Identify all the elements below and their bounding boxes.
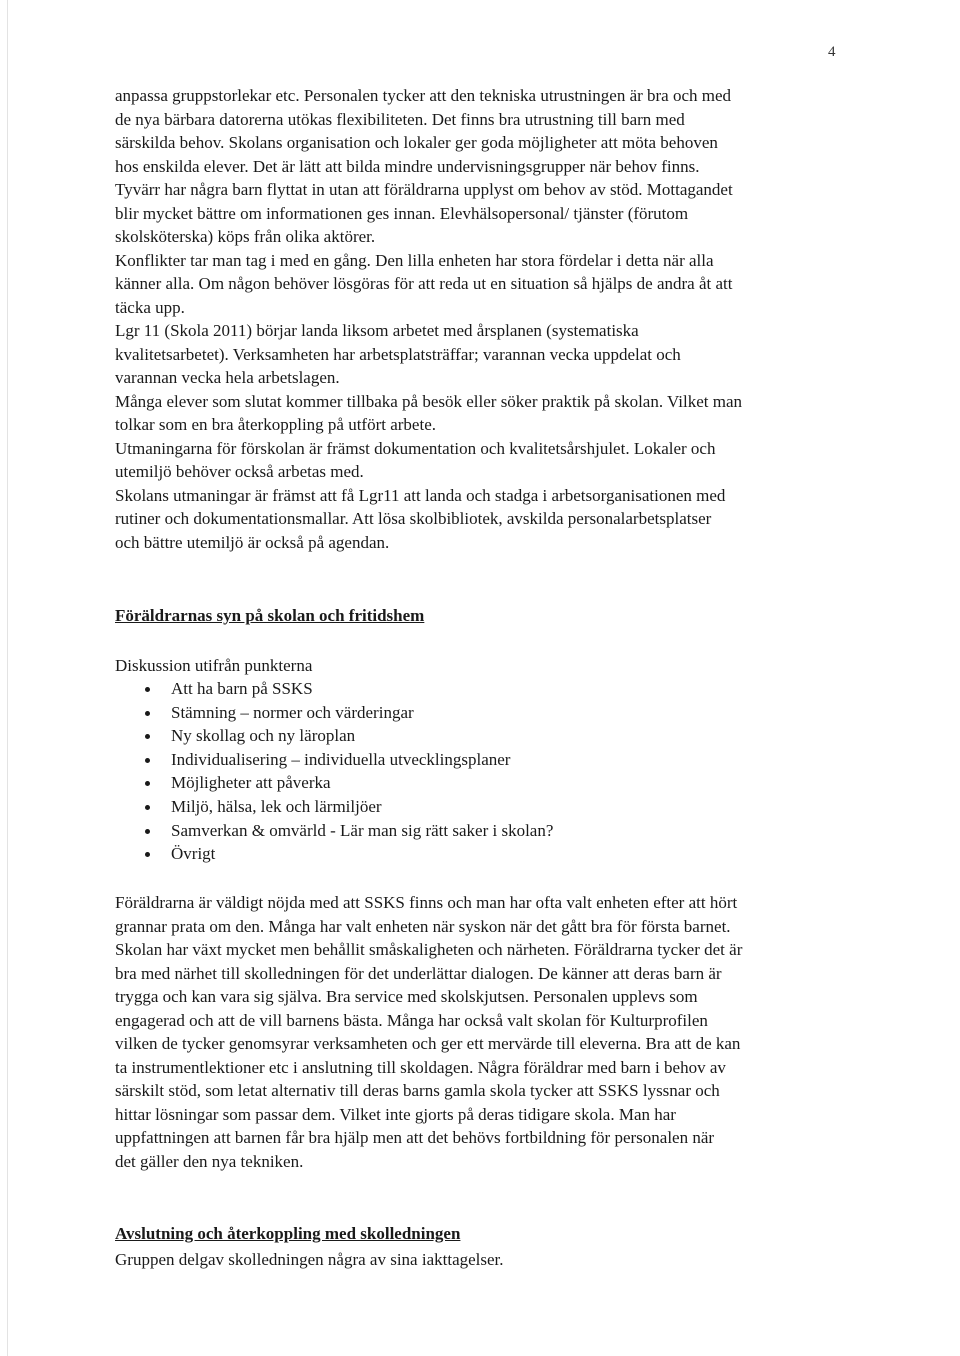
text-line: det gäller den nya tekniken. xyxy=(115,1151,304,1171)
list-item xyxy=(115,701,815,725)
text-line: de nya bärbara datorerna utökas flexibiliteten. Det finns bra utrustning till barn med xyxy=(115,109,685,129)
text-line: Lgr 11 (Skola 2011) börjar landa liksom arbetet med årsplanen (systematiska xyxy=(115,321,639,340)
text-line: Utmaningarna för förskolan är främst dokumentation och kvalitetsårshjulet. Lokaler och xyxy=(115,438,716,458)
text-line: grannar prata om den. Många har valt enheten när syskon när det gått bra för första barnet. xyxy=(115,916,731,936)
list-item-text: Övrigt xyxy=(171,844,216,864)
text-line: Föräldrarna är väldigt nöjda med att SSKS finns och man har ofta valt enheten efter att hört xyxy=(115,893,738,912)
list-item xyxy=(115,724,815,748)
scan-edge-line xyxy=(7,0,8,1356)
list-item-text: Möjligheter att påverka xyxy=(171,773,331,793)
text-line: täcka upp. xyxy=(115,297,185,317)
bullet-icon xyxy=(145,687,150,692)
section-heading-parents: Föräldrarnas syn på skolan och fritidshem xyxy=(115,606,425,625)
list-item-text: Ny skollag och ny läroplan xyxy=(171,726,356,746)
text-line: Skolans utmaningar är främst att få Lgr11 att landa och stadga i arbetsorganisationen med xyxy=(115,485,726,505)
text-line: tolkar som en bra återkoppling på utfört arbete. xyxy=(115,415,436,434)
list-item xyxy=(115,677,815,701)
text-line: uppfattningen att barnen får bra hjälp men att det behövs fortbildning för personalen när xyxy=(115,1128,715,1147)
section-heading-closing: Avslutning och återkoppling med skolledningen xyxy=(115,1224,461,1243)
text-line: varannan vecka hela arbetslagen. xyxy=(115,368,340,387)
bullet-icon xyxy=(145,829,150,834)
text-line: Tyvärr har några barn flyttat in utan att föräldrarna upplyst om behov av stöd. Mottagandet xyxy=(115,180,733,199)
closing-paragraph xyxy=(115,1248,855,1272)
bullet-icon xyxy=(145,781,150,786)
list-item-text: Samverkan & omvärld - Lär man sig rätt saker i skolan? xyxy=(171,820,554,840)
text-line: kvalitetsarbetet). Verksamheten har arbetsplatsträffar; varannan vecka uppdelat och xyxy=(115,344,681,364)
text-line: engagerad och att de vill barnens bästa. Många har också valt skolan för Kulturprofilen xyxy=(115,1010,708,1030)
list-item-text: Stämning – normer och värderingar xyxy=(171,702,414,722)
list-item-text: Att ha barn på SSKS xyxy=(171,679,313,698)
discussion-intro xyxy=(115,654,855,678)
text-line: bra med närhet till skolledningen för det underlättar dialogen. De känner att deras barn är xyxy=(115,963,722,983)
closing-text: Gruppen delgav skolledningen några av sina iakttagelser. xyxy=(115,1250,504,1269)
text-line: rutiner och dokumentationsmallar. Att lösa skolbibliotek, avskilda personalarbetsplatser xyxy=(115,509,712,528)
list-item xyxy=(115,748,815,772)
text-line: anpassa gruppstorlekar etc. Personalen tycker att den tekniska utrustningen är bra och med xyxy=(115,86,732,105)
bullet-icon xyxy=(145,711,150,716)
text-line: hos enskilda elever. Det är lätt att bilda mindre undervisningsgrupper när behov finns. xyxy=(115,156,700,176)
text-line: blir mycket bättre om informationen ges innan. Elevhälsopersonal/ tjänster (förutom xyxy=(115,203,689,223)
intro-paragraphs xyxy=(115,84,855,554)
bullet-icon xyxy=(145,852,150,857)
list-item xyxy=(115,795,815,819)
text-line: och bättre utemiljö är också på agendan. xyxy=(115,532,390,552)
text-line: hittar lösningar som passar dem. Vilket inte gjorts på deras tidigare skola. Man har xyxy=(115,1104,676,1124)
text-line: utemiljö behöver också arbetas med. xyxy=(115,462,364,481)
bullet-icon xyxy=(145,758,150,763)
page-number: 4 xyxy=(828,44,836,60)
text-line: trygga och kan vara sig själva. Bra service med skolskjutsen. Personalen upplevs som xyxy=(115,987,698,1006)
discussion-intro-text: Diskussion utifrån punkterna xyxy=(115,656,313,675)
text-line: ta instrumentlektioner etc i anslutning till skoldagen. Några föräldrar med barn i behov av xyxy=(115,1057,726,1077)
list-item xyxy=(115,842,815,866)
bullet-icon xyxy=(145,805,150,810)
text-line: skolsköterska) köps från olika aktörer. xyxy=(115,227,376,246)
text-line: särskilda behov. Skolans organisation och lokaler ger goda möjligheter att möta behoven xyxy=(115,133,718,152)
text-line: Skolan har växt mycket men behållit småskaligheten och närheten. Föräldrarna tycker det är xyxy=(115,940,743,959)
list-item xyxy=(115,771,815,795)
text-line: vilken de tycker genomsyrar verksamheten och ger ett mervärde till eleverna. Bra att de kan xyxy=(115,1034,741,1053)
text-line: särskilt stöd, som letat alternativ till deras barns gamla skola tycker att SSKS lyssnar och xyxy=(115,1081,720,1100)
parents-paragraph xyxy=(115,891,855,1173)
list-item-text: Individualisering – individuella utvecklingsplaner xyxy=(171,749,511,769)
text-line: känner alla. Om någon behöver lösgöras för att reda ut en situation så hjälps de andra åt att xyxy=(115,274,733,293)
text-line: Konflikter tar man tag i med en gång. Den lilla enheten har stora fördelar i detta när alla xyxy=(115,250,714,270)
bullet-icon xyxy=(145,734,150,739)
list-item xyxy=(115,819,815,843)
discussion-points-list xyxy=(115,677,815,866)
text-line: Många elever som slutat kommer tillbaka på besök eller söker praktik på skolan. Vilket man xyxy=(115,391,743,411)
list-item-text: Miljö, hälsa, lek och lärmiljöer xyxy=(171,796,382,816)
